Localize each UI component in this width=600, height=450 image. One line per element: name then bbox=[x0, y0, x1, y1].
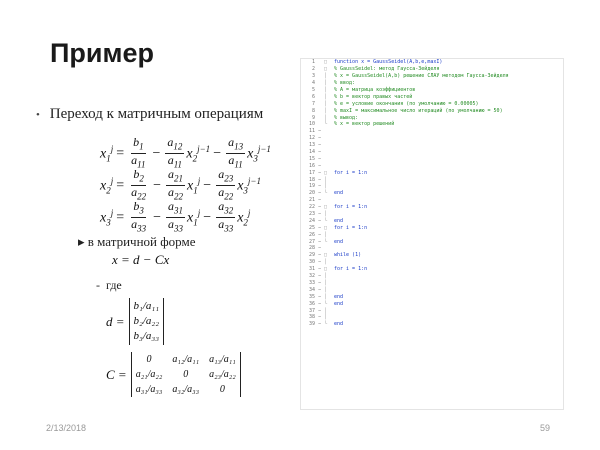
line-number: 28 bbox=[308, 245, 315, 252]
code-text: for i = 1:n bbox=[334, 224, 368, 231]
equation-x2: $x_2^j$ = $\frac{b_2}{a_{22}}$ − $\frac{a_{21}}{a_{22}}$ $x_1^j$ − $\frac{a_{23}}{a_{22}}$ $x_3^{j-1}$ bbox=[100, 167, 261, 202]
breakpoint-dash: − bbox=[318, 238, 322, 245]
code-listing bbox=[300, 58, 564, 410]
code-line bbox=[301, 238, 563, 245]
line-number: 31 bbox=[308, 266, 315, 273]
breakpoint-dash: − bbox=[318, 142, 322, 149]
breakpoint-dash: − bbox=[318, 259, 322, 266]
breakpoint-dash: − bbox=[318, 169, 322, 176]
breakpoint-dash: − bbox=[318, 245, 322, 252]
fold-marker-icon: └ bbox=[324, 238, 328, 245]
code-text: % ввод: bbox=[334, 80, 356, 87]
code-line bbox=[301, 245, 563, 252]
line-number: 5 bbox=[311, 87, 315, 93]
fold-marker-icon: │ bbox=[324, 93, 328, 100]
code-line bbox=[301, 121, 563, 128]
breakpoint-dash: − bbox=[318, 307, 322, 314]
line-number: 17 bbox=[308, 169, 315, 176]
line-number: 25 bbox=[308, 224, 315, 231]
line-number: 18 bbox=[308, 176, 315, 183]
line-number: 23 bbox=[308, 211, 315, 218]
code-line bbox=[301, 114, 563, 121]
code-line bbox=[301, 300, 563, 307]
code-text: function x = GaussSeidel(A,b,e,maxI) bbox=[334, 59, 443, 66]
dash-bullet-icon: - bbox=[96, 278, 106, 292]
fold-marker-icon: └ bbox=[324, 190, 328, 197]
breakpoint-dash: − bbox=[318, 266, 322, 273]
code-line bbox=[301, 217, 563, 224]
line-number: 2 bbox=[311, 66, 315, 73]
breakpoint-dash: − bbox=[318, 314, 322, 321]
fold-marker-icon: □ bbox=[324, 169, 328, 176]
breakpoint-dash: − bbox=[318, 217, 322, 224]
breakpoint-dash: − bbox=[318, 279, 322, 286]
code-line bbox=[301, 204, 563, 211]
breakpoint-dash: − bbox=[318, 135, 322, 142]
code-text: % A = матрица коэффициентов bbox=[334, 87, 416, 93]
line-number: 21 bbox=[308, 197, 315, 204]
line-number: 12 bbox=[308, 135, 315, 142]
breakpoint-dash: − bbox=[318, 231, 322, 238]
fold-marker-icon: □ bbox=[324, 204, 328, 211]
line-number: 20 bbox=[308, 190, 315, 197]
code-line bbox=[301, 231, 563, 238]
code-line bbox=[301, 293, 563, 300]
line-number: 39 bbox=[308, 321, 315, 328]
fold-marker-icon: □ bbox=[324, 252, 328, 259]
code-text: for i = 1:n bbox=[334, 204, 368, 211]
line-number: 35 bbox=[308, 293, 315, 300]
code-line bbox=[301, 162, 563, 169]
breakpoint-dash: − bbox=[318, 211, 322, 218]
fold-marker-icon: │ bbox=[324, 259, 328, 266]
breakpoint-dash: − bbox=[318, 293, 322, 300]
code-line bbox=[301, 100, 563, 107]
line-number: 38 bbox=[308, 314, 315, 321]
code-line bbox=[301, 176, 563, 183]
equation-x3: $x_3^j$ = $\frac{b_3}{a_{33}}$ − $\frac{a_{31}}{a_{33}}$ $x_1^j$ − $\frac{a_{32}}{a_{33}}$ $x_2^j$ bbox=[100, 199, 251, 234]
code-text: % e = условие окончания (по умолчанию = 0.00005) bbox=[334, 100, 479, 107]
equation-x1: $x_1^j$ = $\frac{b_1}{a_{11}}$ − $\frac{a_{12}}{a_{11}}$ $x_2^{j-1}$ − $\frac{a_{13}}{a_{11}}$ $x_3^{j-1}$ bbox=[100, 135, 271, 170]
code-text: for i = 1:n bbox=[334, 169, 368, 176]
fold-marker-icon: │ bbox=[324, 183, 328, 190]
fold-marker-icon: │ bbox=[324, 73, 328, 80]
line-number: 15 bbox=[308, 155, 315, 162]
breakpoint-dash: − bbox=[318, 155, 322, 162]
breakpoint-dash: − bbox=[318, 128, 322, 135]
code-line bbox=[301, 197, 563, 204]
line-number: 22 bbox=[308, 204, 315, 211]
fold-marker-icon: │ bbox=[324, 80, 328, 87]
line-number: 1 bbox=[311, 59, 315, 66]
code-line bbox=[301, 107, 563, 114]
line-number: 13 bbox=[308, 142, 315, 149]
fold-marker-icon: │ bbox=[324, 314, 328, 321]
code-line bbox=[301, 142, 563, 149]
code-line bbox=[301, 252, 563, 259]
code-line bbox=[301, 224, 563, 231]
code-line bbox=[301, 183, 563, 190]
matrix-equation: x = d − Cx bbox=[112, 252, 170, 267]
breakpoint-dash: − bbox=[318, 286, 322, 293]
fold-marker-icon: │ bbox=[324, 293, 328, 300]
line-number: 32 bbox=[308, 273, 315, 280]
breakpoint-dash: − bbox=[318, 252, 322, 259]
code-line bbox=[301, 66, 563, 73]
breakpoint-dash: − bbox=[318, 224, 322, 231]
fold-marker-icon: └ bbox=[324, 217, 328, 224]
code-text: while (1) bbox=[334, 252, 362, 259]
line-number: 29 bbox=[308, 252, 315, 259]
line-number: 6 bbox=[311, 93, 315, 100]
line-number: 16 bbox=[308, 162, 315, 169]
breakpoint-dash: − bbox=[318, 300, 322, 307]
code-line bbox=[301, 321, 563, 328]
code-line bbox=[301, 128, 563, 135]
line-number: 37 bbox=[308, 307, 315, 314]
fold-marker-icon: │ bbox=[324, 100, 328, 107]
code-line bbox=[301, 135, 563, 142]
fold-marker-icon: □ bbox=[324, 224, 328, 231]
code-line bbox=[301, 155, 563, 162]
bullet-dot-icon: • bbox=[36, 109, 40, 121]
fold-marker-icon: □ bbox=[324, 266, 328, 273]
code-line bbox=[301, 286, 563, 293]
fold-marker-icon: │ bbox=[324, 273, 328, 280]
main-bullet-text: Переход к матричным операциям bbox=[49, 106, 264, 122]
fold-marker-icon: └ bbox=[324, 121, 328, 128]
code-text: end bbox=[334, 190, 344, 197]
fold-marker-icon: │ bbox=[324, 87, 328, 93]
code-line bbox=[301, 93, 563, 100]
sub-bullet-matrix-form: ▸ в матричной форме bbox=[78, 234, 196, 249]
line-number: 27 bbox=[308, 238, 315, 245]
line-number: 9 bbox=[311, 114, 315, 121]
breakpoint-dash: − bbox=[318, 183, 322, 190]
code-line bbox=[301, 280, 563, 287]
code-text: % вывод: bbox=[334, 114, 359, 121]
fold-marker-icon: │ bbox=[324, 307, 328, 314]
line-number: 34 bbox=[308, 286, 315, 293]
code-line bbox=[301, 273, 563, 280]
vector-d: d = b₁/a₁₁ b₂/a₂₂ b₃/a₃₃ bbox=[106, 298, 164, 345]
breakpoint-dash: − bbox=[318, 273, 322, 280]
code-text: % x = вектор решений bbox=[334, 121, 395, 128]
line-number: 4 bbox=[311, 80, 315, 87]
fold-marker-icon: │ bbox=[324, 231, 328, 238]
code-text: % GaussSeidel: метод Гаусса-Зейделя bbox=[334, 66, 440, 73]
fold-marker-icon: □ bbox=[324, 66, 328, 73]
breakpoint-dash: − bbox=[318, 149, 322, 156]
slide-title: Пример bbox=[50, 38, 154, 68]
fold-marker-icon: □ bbox=[324, 59, 328, 66]
fold-marker-icon: │ bbox=[324, 107, 328, 114]
code-text: for i = 1:n bbox=[334, 266, 368, 273]
line-number: 19 bbox=[308, 183, 315, 190]
code-line bbox=[301, 266, 563, 273]
code-line bbox=[301, 211, 563, 218]
code-text: % maxI = максимальное число итераций (по умолчанию = 50) bbox=[334, 107, 503, 114]
line-number: 7 bbox=[311, 100, 315, 107]
code-text: end bbox=[334, 300, 344, 307]
line-number: 14 bbox=[308, 149, 315, 156]
footer-date: 2/13/2018 bbox=[46, 423, 87, 433]
code-line bbox=[301, 87, 563, 94]
code-line bbox=[301, 307, 563, 314]
matrix-c: C = 0 a₁₂/a₁₁ a₁₃/a₁₁ a₂₁/a₂₂ 0 a₂₃/a₂₂ a₃₁/a₃₃ a₃₂/a₃₃ 0 bbox=[106, 352, 241, 397]
line-number: 30 bbox=[308, 259, 315, 266]
breakpoint-dash: − bbox=[318, 162, 322, 169]
left-column bbox=[36, 100, 291, 420]
fold-marker-icon: │ bbox=[324, 286, 328, 293]
code-line bbox=[301, 314, 563, 321]
page-number: 59 bbox=[540, 423, 551, 433]
breakpoint-dash: − bbox=[318, 176, 322, 183]
fold-marker-icon: │ bbox=[324, 176, 328, 183]
code-line bbox=[301, 149, 563, 156]
line-number: 24 bbox=[308, 217, 315, 224]
fold-marker-icon: └ bbox=[324, 321, 328, 328]
code-line bbox=[301, 169, 563, 176]
code-line bbox=[301, 80, 563, 87]
code-line bbox=[301, 59, 563, 66]
code-line bbox=[301, 259, 563, 266]
breakpoint-dash: − bbox=[318, 190, 322, 197]
line-number: 36 bbox=[308, 300, 315, 307]
line-number: 3 bbox=[311, 73, 315, 80]
fold-marker-icon: │ bbox=[324, 114, 328, 121]
fold-marker-icon: │ bbox=[324, 211, 328, 218]
line-number: 10 bbox=[308, 121, 315, 128]
code-line bbox=[301, 190, 563, 197]
arrow-bullet-icon: ▸ bbox=[78, 234, 88, 249]
line-number: 11 bbox=[308, 128, 315, 135]
where-label: - где bbox=[96, 278, 122, 292]
code-line bbox=[301, 73, 563, 80]
line-number: 33 bbox=[308, 279, 315, 286]
code-text: end bbox=[334, 217, 344, 224]
fold-marker-icon: └ bbox=[324, 300, 328, 307]
code-text: % b = вектор правых частей bbox=[334, 93, 413, 100]
breakpoint-dash: − bbox=[318, 321, 322, 328]
breakpoint-dash: − bbox=[318, 197, 322, 204]
code-text: end bbox=[334, 321, 344, 328]
code-text: end bbox=[334, 238, 344, 245]
code-text: % x = GaussSeidel(A,b) решение СЛАУ методом Гаусса-Зейделя bbox=[334, 73, 509, 80]
line-number: 26 bbox=[308, 231, 315, 238]
breakpoint-dash: − bbox=[318, 204, 322, 211]
code-text: end bbox=[334, 293, 344, 300]
main-bullet bbox=[36, 106, 263, 123]
fold-marker-icon: │ bbox=[324, 279, 328, 286]
line-number: 8 bbox=[311, 107, 315, 114]
